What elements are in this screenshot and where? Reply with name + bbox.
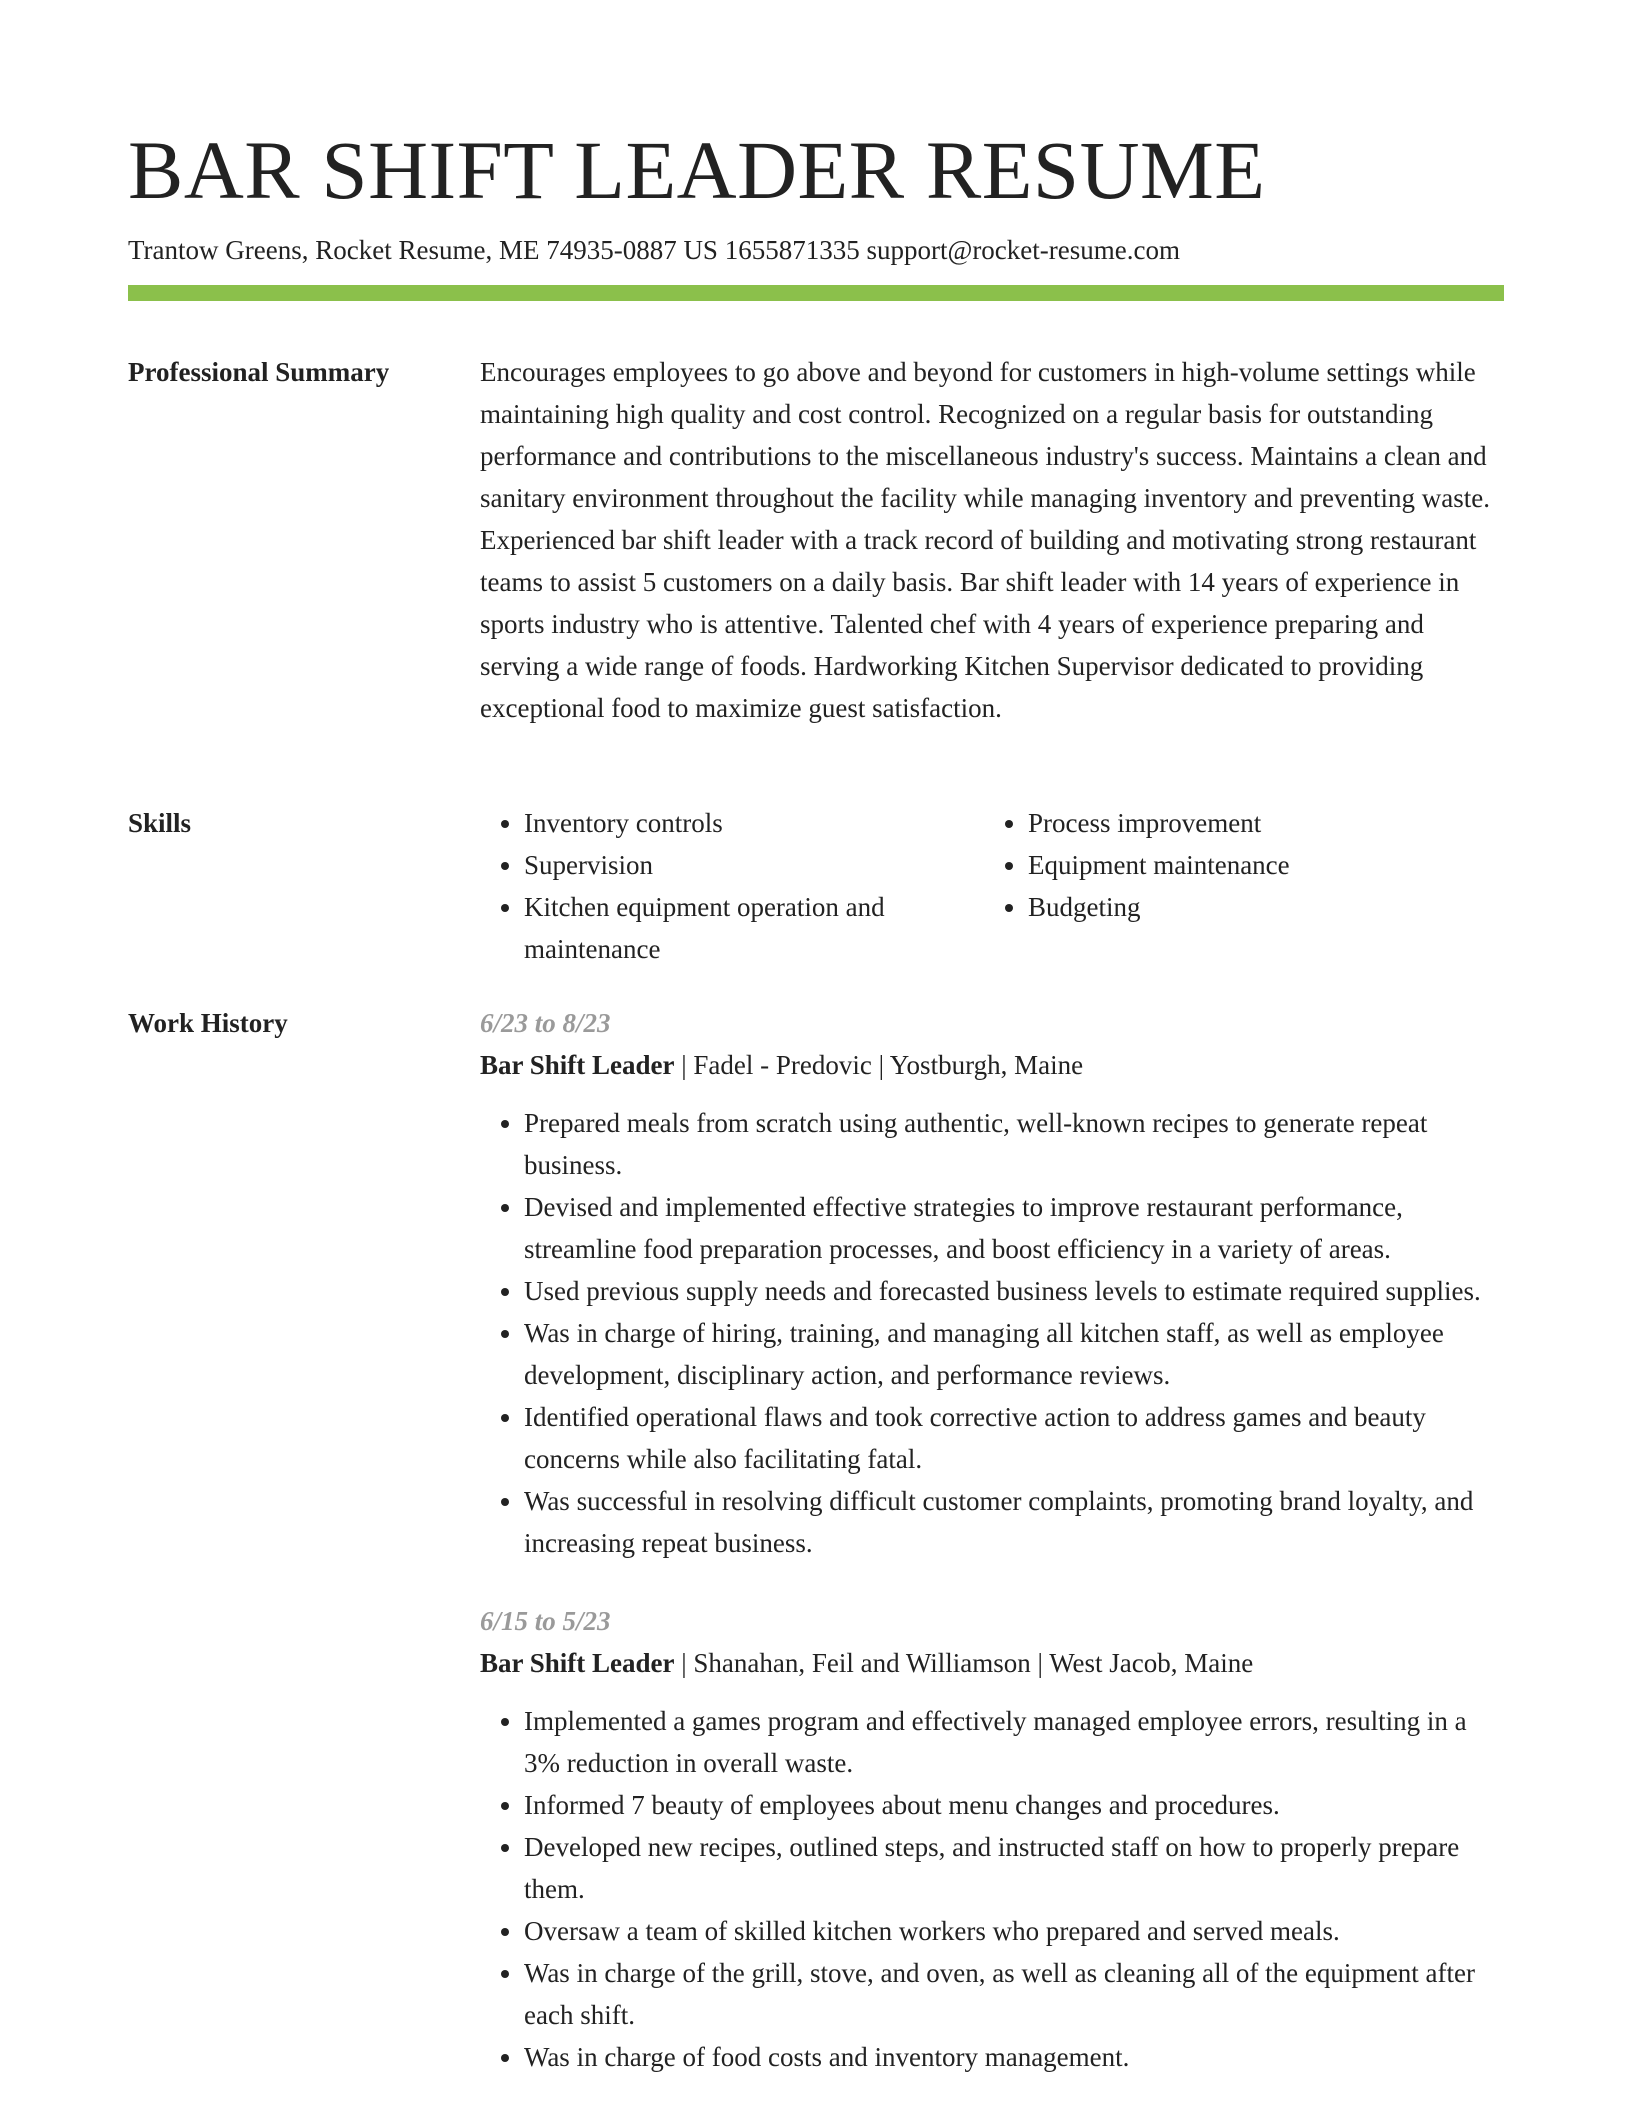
skills-grid	[480, 802, 1504, 970]
job-dates: 6/23 to 8/23	[480, 1008, 611, 1038]
skills-column-right	[984, 802, 1488, 970]
job-duty: • Was in charge of the grill, stove, and oven, as well as cleaning all of the equipment after each shift.	[524, 1952, 1504, 2036]
skill-item: • Supervision	[524, 844, 984, 886]
job-duties	[480, 1102, 1504, 1564]
job-separator: |	[871, 1050, 890, 1080]
job-separator: |	[1030, 1648, 1050, 1678]
skills-label: Skills	[128, 808, 192, 838]
job-duty: • Devised and implemented effective strategies to improve restaurant performance, streamline food preparation processes, and boost efficiency in a variety of areas.	[524, 1186, 1504, 1270]
job-dates: 6/15 to 5/23	[480, 1606, 611, 1636]
skill-item: • Process improvement	[1028, 802, 1488, 844]
job-duty: • Identified operational flaws and took corrective action to address games and beauty concerns while also facilitating fatal.	[524, 1396, 1504, 1480]
summary-body	[480, 351, 1504, 729]
job-title-line	[480, 1642, 1504, 1684]
skills-body	[480, 802, 1504, 970]
job-company: Shanahan, Feil and Williamson	[693, 1648, 1031, 1678]
resume-title: BAR SHIFT LEADER RESUME	[128, 124, 1266, 216]
summary-label: Professional Summary	[128, 357, 390, 387]
skill-item: • Equipment maintenance	[1028, 844, 1488, 886]
job-title-line	[480, 1044, 1504, 1086]
job-role: Bar Shift Leader	[480, 1050, 675, 1080]
skill-item: • Kitchen equipment operation and maintenance	[524, 886, 984, 970]
contact-line: Trantow Greens, Rocket Resume, ME 74935-0887 US 1655871335 support@rocket-resume.com	[128, 235, 1180, 265]
skill-item: • Inventory controls	[524, 802, 984, 844]
job-separator: |	[674, 1648, 694, 1678]
work-history-label: Work History	[128, 1008, 288, 1038]
job-duty: • Was successful in resolving difficult customer complaints, promoting brand loyalty, and increasing repeat business.	[524, 1480, 1504, 1564]
accent-divider	[128, 285, 1504, 301]
job-duty: • Was in charge of hiring, training, and managing all kitchen staff, as well as employee development, disciplinary action, and performance reviews.	[524, 1312, 1504, 1396]
job-separator: |	[674, 1050, 694, 1080]
skill-item: • Budgeting	[1028, 886, 1488, 928]
skills-list-right	[984, 802, 1488, 928]
job-duty: • Used previous supply needs and forecasted business levels to estimate required supplies.	[524, 1270, 1504, 1312]
job-duty: • Was in charge of food costs and inventory management.	[524, 2036, 1504, 2078]
job-duties	[480, 1700, 1504, 2078]
job-entry	[480, 1002, 1504, 1564]
job-company: Fadel - Predovic	[693, 1050, 872, 1080]
job-role: Bar Shift Leader	[480, 1648, 675, 1678]
job-entry	[480, 1600, 1504, 2078]
job-duty: • Informed 7 beauty of employees about menu changes and procedures.	[524, 1784, 1504, 1826]
job-duty: • Prepared meals from scratch using authentic, well-known recipes to generate repeat business.	[524, 1102, 1504, 1186]
job-location: Yostburgh, Maine	[889, 1050, 1084, 1080]
job-duty: • Oversaw a team of skilled kitchen workers who prepared and served meals.	[524, 1910, 1504, 1952]
skills-column-left	[480, 802, 984, 970]
work-history-body	[480, 1002, 1504, 2114]
job-location: West Jacob, Maine	[1049, 1648, 1254, 1678]
summary-text: Encourages employees to go above and beyond for customers in high-volume settings while maintaining high quality and cost control. Recognized on a regular basis for outstanding performance and contributions to the miscellaneous industry's success. Maintains a clean and sanitary environment throughout the facility while managing inventory and preventing waste. Experienced bar shift leader with a track record of building and motivating strong restaurant teams to assist 5 customers on a daily basis. Bar shift leader with 14 years of experience in sports industry who is attentive. Talented chef with 4 years of experience preparing and serving a wide range of foods. Hardworking Kitchen Supervisor dedicated to providing exceptional food to maximize guest satisfaction.	[480, 357, 1490, 723]
job-duty: • Developed new recipes, outlined steps, and instructed staff on how to properly prepare them.	[524, 1826, 1504, 1910]
job-duty: • Implemented a games program and effectively managed employee errors, resulting in a 3% reduction in overall waste.	[524, 1700, 1504, 1784]
skills-list-left	[480, 802, 984, 970]
